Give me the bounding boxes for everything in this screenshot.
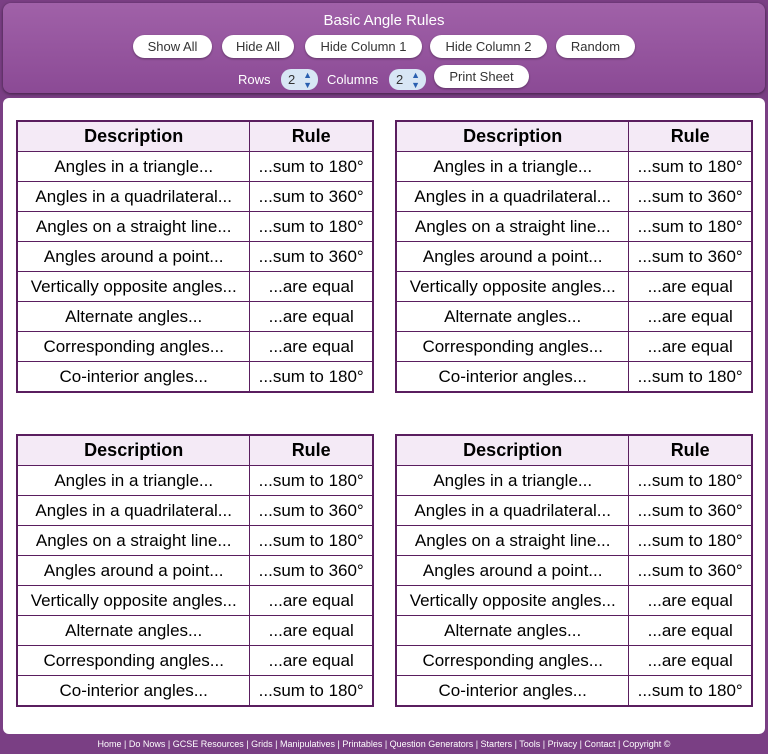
rule-cell[interactable]: ...sum to 180° (250, 362, 373, 393)
table-row (396, 332, 752, 362)
table-row (396, 496, 752, 526)
columns-value: 2 (396, 72, 404, 87)
table-row (17, 212, 373, 242)
table-row (17, 586, 373, 616)
rule-cell[interactable]: ...are equal (250, 272, 373, 302)
description-cell[interactable]: Corresponding angles... (396, 332, 629, 362)
description-cell[interactable]: Alternate angles... (17, 616, 250, 646)
page-title: Basic Angle Rules (323, 12, 445, 29)
description-cell[interactable]: Co-interior angles... (396, 362, 629, 393)
table-row (396, 302, 752, 332)
description-cell[interactable]: Angles on a straight line... (17, 526, 250, 556)
description-cell[interactable]: Co-interior angles... (17, 676, 250, 707)
table-row (17, 362, 373, 393)
angle-rules-table (16, 434, 374, 707)
description-cell[interactable]: Angles in a triangle... (17, 152, 250, 182)
rule-cell[interactable]: ...are equal (250, 616, 373, 646)
rows-select[interactable] (281, 69, 318, 90)
table-row (17, 272, 373, 302)
rule-cell[interactable]: ...sum to 180° (629, 362, 752, 393)
select-arrows-icon: ▲ ▼ (411, 70, 420, 90)
description-cell[interactable]: Angles around a point... (396, 556, 629, 586)
rule-cell[interactable]: ...sum to 360° (629, 496, 752, 526)
table-row (17, 646, 373, 676)
rule-cell[interactable]: ...sum to 360° (250, 242, 373, 272)
table-header-row (396, 435, 752, 466)
footer-links[interactable]: Home | Do Nows | GCSE Resources | Grids | Manipulatives | Printables | Question Generators | Starters | Tools | Privacy | Contact | Copyright © (97, 739, 671, 749)
description-cell[interactable]: Angles around a point... (396, 242, 629, 272)
table-row (396, 272, 752, 302)
description-cell[interactable]: Co-interior angles... (396, 676, 629, 707)
rule-header: Rule (250, 121, 373, 152)
table-row (396, 212, 752, 242)
rule-cell[interactable]: ...are equal (629, 302, 752, 332)
hide-column-1-button[interactable]: Hide Column 1 (305, 35, 422, 58)
rule-cell[interactable]: ...sum to 180° (250, 466, 373, 496)
rule-cell[interactable]: ...are equal (629, 646, 752, 676)
table-row (17, 676, 373, 707)
table-row (396, 466, 752, 496)
description-cell[interactable]: Vertically opposite angles... (17, 586, 250, 616)
rule-cell[interactable]: ...sum to 360° (250, 556, 373, 586)
table-row (17, 152, 373, 182)
table-row (17, 332, 373, 362)
description-cell[interactable]: Angles on a straight line... (396, 526, 629, 556)
rule-cell[interactable]: ...are equal (629, 616, 752, 646)
rule-header: Rule (629, 435, 752, 466)
table-row (396, 676, 752, 707)
table-row (17, 242, 373, 272)
show-all-button[interactable]: Show All (133, 35, 212, 58)
description-cell[interactable]: Corresponding angles... (17, 646, 250, 676)
hide-column-2-button[interactable]: Hide Column 2 (430, 35, 547, 58)
description-cell[interactable]: Angles in a quadrilateral... (396, 182, 629, 212)
rule-cell[interactable]: ...are equal (250, 586, 373, 616)
description-cell[interactable]: Angles in a triangle... (17, 466, 250, 496)
table-row (396, 362, 752, 393)
description-cell[interactable]: Angles around a point... (17, 242, 250, 272)
table-row (396, 586, 752, 616)
description-cell[interactable]: Alternate angles... (396, 616, 629, 646)
angle-rules-table (395, 434, 753, 707)
rule-cell[interactable]: ...sum to 360° (250, 496, 373, 526)
description-cell[interactable]: Co-interior angles... (17, 362, 250, 393)
description-cell[interactable]: Alternate angles... (17, 302, 250, 332)
description-header: Description (17, 435, 250, 466)
description-cell[interactable]: Vertically opposite angles... (396, 272, 629, 302)
rule-cell[interactable]: ...sum to 360° (629, 182, 752, 212)
worksheet-area (3, 98, 765, 734)
rule-cell[interactable]: ...sum to 180° (629, 526, 752, 556)
table-row (396, 182, 752, 212)
description-cell[interactable]: Angles on a straight line... (17, 212, 250, 242)
rule-cell[interactable]: ...sum to 180° (629, 466, 752, 496)
rule-cell[interactable]: ...sum to 360° (250, 182, 373, 212)
table-header-row (396, 121, 752, 152)
description-cell[interactable]: Angles in a quadrilateral... (396, 496, 629, 526)
description-cell[interactable]: Corresponding angles... (17, 332, 250, 362)
rule-cell[interactable]: ...sum to 180° (629, 212, 752, 242)
rule-cell[interactable]: ...sum to 180° (629, 676, 752, 707)
description-cell[interactable]: Vertically opposite angles... (17, 272, 250, 302)
rule-cell[interactable]: ...sum to 180° (250, 152, 373, 182)
table-row (396, 526, 752, 556)
rule-cell[interactable]: ...are equal (629, 332, 752, 362)
description-header: Description (396, 121, 629, 152)
rule-cell[interactable]: ...sum to 180° (250, 212, 373, 242)
control-panel (3, 3, 765, 93)
random-button[interactable]: Random (556, 35, 635, 58)
hide-all-button[interactable]: Hide All (222, 35, 294, 58)
rows-value: 2 (288, 72, 296, 87)
angle-rules-table (395, 120, 753, 393)
description-cell[interactable]: Vertically opposite angles... (396, 586, 629, 616)
table-row (17, 616, 373, 646)
description-cell[interactable]: Angles around a point... (17, 556, 250, 586)
description-cell[interactable]: Corresponding angles... (396, 646, 629, 676)
description-cell[interactable]: Angles in a quadrilateral... (17, 182, 250, 212)
table-row (17, 466, 373, 496)
description-cell[interactable]: Angles in a quadrilateral... (17, 496, 250, 526)
rule-cell[interactable]: ...sum to 360° (629, 556, 752, 586)
table-row (396, 616, 752, 646)
description-cell[interactable]: Alternate angles... (396, 302, 629, 332)
rule-cell[interactable]: ...are equal (629, 272, 752, 302)
table-row (396, 556, 752, 586)
columns-select[interactable] (389, 69, 426, 90)
rule-header: Rule (629, 121, 752, 152)
description-cell[interactable]: Angles in a triangle... (396, 152, 629, 182)
rows-label: Rows (238, 72, 271, 87)
table-row (17, 496, 373, 526)
table-row (17, 182, 373, 212)
table-header-row (17, 435, 373, 466)
rule-header: Rule (250, 435, 373, 466)
rule-cell[interactable]: ...sum to 180° (250, 676, 373, 707)
table-row (17, 526, 373, 556)
table-row (396, 152, 752, 182)
table-header-row (17, 121, 373, 152)
rule-cell[interactable]: ...sum to 180° (250, 526, 373, 556)
description-cell[interactable]: Angles on a straight line... (396, 212, 629, 242)
select-arrows-icon: ▲ ▼ (303, 70, 312, 90)
rule-cell[interactable]: ...are equal (250, 646, 373, 676)
columns-label: Columns (327, 72, 379, 87)
rule-cell[interactable]: ...are equal (250, 302, 373, 332)
rule-cell[interactable]: ...sum to 180° (629, 152, 752, 182)
description-header: Description (17, 121, 250, 152)
angle-rules-table (16, 120, 374, 393)
table-row (17, 556, 373, 586)
table-row (396, 646, 752, 676)
description-cell[interactable]: Angles in a triangle... (396, 466, 629, 496)
description-header: Description (396, 435, 629, 466)
table-row (396, 242, 752, 272)
rule-cell[interactable]: ...are equal (629, 586, 752, 616)
print-sheet-button[interactable]: Print Sheet (434, 65, 529, 88)
rule-cell[interactable]: ...are equal (250, 332, 373, 362)
table-row (17, 302, 373, 332)
rule-cell[interactable]: ...sum to 360° (629, 242, 752, 272)
